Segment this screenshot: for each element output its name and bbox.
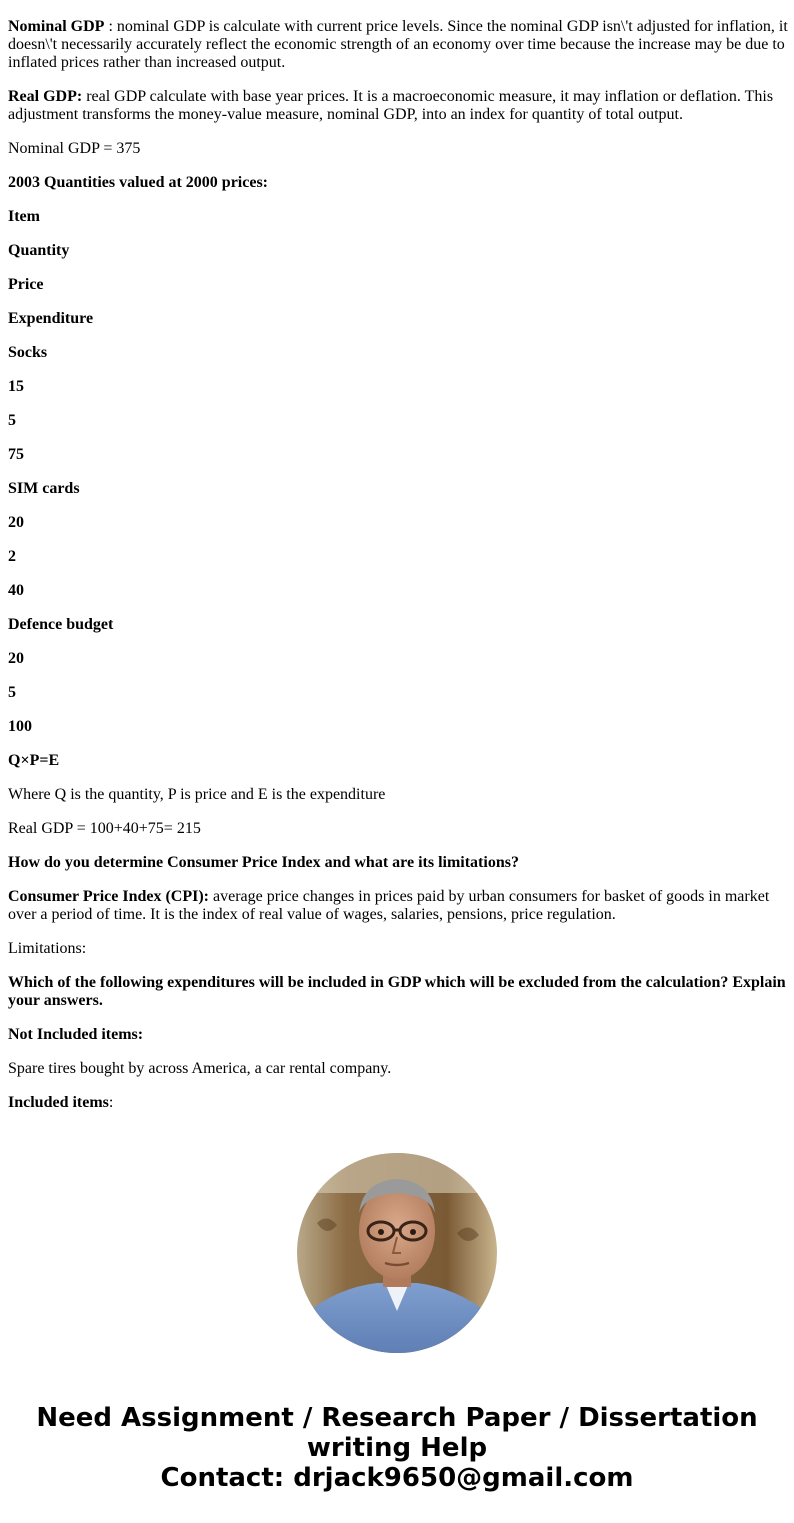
- formula-note: Where Q is the quantity, P is price and E is the expenditure: [8, 786, 386, 803]
- author-photo: [297, 1153, 497, 1353]
- help-footer: [0, 1403, 794, 1493]
- nominal-gdp-value: Nominal GDP = 375: [8, 140, 141, 157]
- cpi-text: average price changes in prices paid by urban consumers for basket of goods in market over a period of time. It is the index of real value of wages, salaries, pensions, price regulation.: [8, 888, 770, 923]
- cpi-paragraph: [8, 888, 788, 924]
- limitations-label: Limitations:: [8, 940, 87, 957]
- real-gdp-value: Real GDP = 100+40+75= 215: [8, 820, 201, 837]
- table-title: 2003 Quantities valued at 2000 prices:: [8, 174, 268, 191]
- table-cell: 100: [8, 718, 32, 735]
- table-header-quantity: Quantity: [8, 242, 70, 259]
- table-cell: 2: [8, 548, 16, 565]
- real-gdp-term: Real GDP:: [8, 88, 83, 105]
- table-cell: 75: [8, 446, 24, 463]
- table-cell: 15: [8, 378, 24, 395]
- table-cell: 5: [8, 412, 16, 429]
- nominal-gdp-term: Nominal GDP: [8, 18, 105, 35]
- formula: Q×P=E: [8, 752, 60, 769]
- author-avatar: [297, 1153, 497, 1353]
- nominal-gdp-text: : nominal GDP is calculate with current price levels. Since the nominal GDP isn\'t adjusted for inflation, it doesn\'t necessarily accurately reflect the economic strength of an economy over time because the increase may be due to inflated prices rather than increased output.: [8, 18, 788, 71]
- table-cell: 40: [8, 582, 24, 599]
- table-cell: Defence budget: [8, 616, 114, 633]
- footer-line-1: Need Assignment / Research Paper / Dissertation: [36, 1403, 758, 1433]
- gdp-question: Which of the following expenditures will be included in GDP which will be excluded from the calculation? Explain your answers.: [8, 974, 786, 1009]
- table-cell: Socks: [8, 344, 48, 361]
- table-cell: 20: [8, 650, 24, 667]
- nominal-gdp-paragraph: [8, 18, 788, 72]
- cpi-question: How do you determine Consumer Price Index and what are its limitations?: [8, 854, 519, 871]
- table-header-price: Price: [8, 276, 44, 293]
- table-header-item: Item: [8, 208, 40, 225]
- not-included-heading: Not Included items:: [8, 1026, 144, 1043]
- table-cell: 5: [8, 684, 16, 701]
- cpi-term: Consumer Price Index (CPI):: [8, 888, 210, 905]
- footer-contact: Contact: drjack9650@gmail.com: [160, 1463, 634, 1493]
- not-included-item: Spare tires bought by across America, a car rental company.: [8, 1060, 392, 1077]
- footer-line-2: writing Help: [306, 1433, 488, 1463]
- included-heading: Included items:: [8, 1094, 114, 1111]
- real-gdp-text: real GDP calculate with base year prices. It is a macroeconomic measure, it may inflation or deflation. This adjustment transforms the money-value measure, nominal GDP, into an index for quantity of total output.: [8, 88, 774, 123]
- table-cell: SIM cards: [8, 480, 80, 497]
- real-gdp-paragraph: [8, 88, 788, 124]
- table-cell: 20: [8, 514, 24, 531]
- table-header-expenditure: Expenditure: [8, 310, 94, 327]
